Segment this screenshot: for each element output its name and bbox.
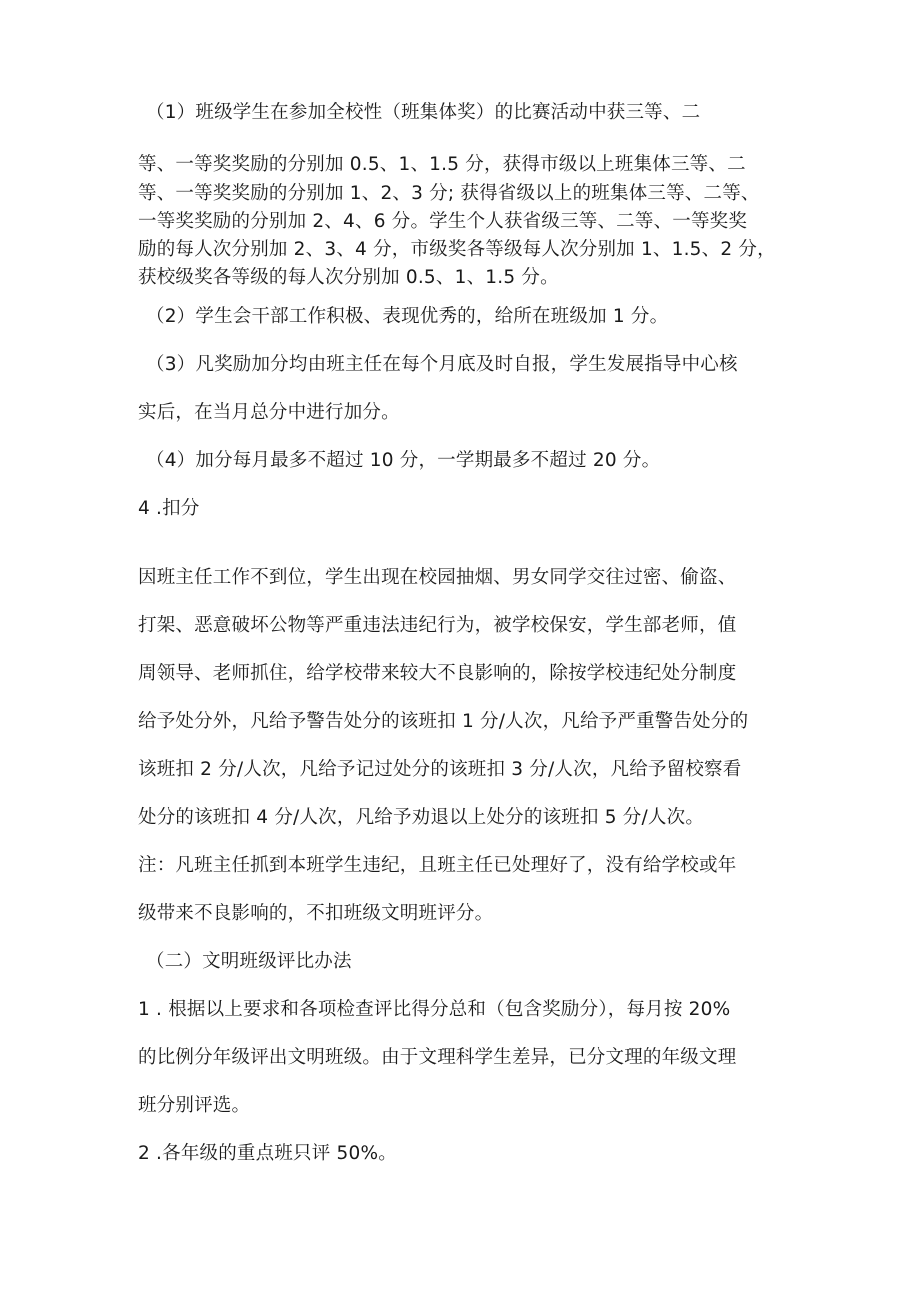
paragraph-line: 等、一等奖奖励的分别加 0.5、1、1.5 分，获得市级以上班集体三等、二 [138, 154, 746, 175]
section-heading: 4 .扣分 [138, 498, 200, 519]
paragraph-line: （3）凡奖励加分均由班主任在每个月底及时自报，学生发展指导中心核 [146, 354, 738, 375]
paragraph-line: 处分的该班扣 4 分/人次，凡给予劝退以上处分的该班扣 5 分/人次。 [138, 807, 705, 828]
paragraph-line: 2 .各年级的重点班只评 50%。 [138, 1143, 397, 1164]
note-line: 注：凡班主任抓到本班学生违纪，且班主任已处理好了，没有给学校或年 [138, 855, 737, 876]
paragraph-line: （1）班级学生在参加全校性（班集体奖）的比赛活动中获三等、二 [146, 102, 701, 123]
paragraph-line: 的比例分年级评出文明班级。由于文理科学生差异，已分文理的年级文理 [138, 1047, 737, 1068]
paragraph-line: 给予处分外，凡给予警告处分的该班扣 1 分/人次，凡给予严重警告处分的 [138, 711, 749, 732]
paragraph-line: 一等奖奖励的分别加 2、4、6 分。学生个人获省级三等、二等、一等奖奖 [138, 211, 748, 232]
paragraph-line: 周领导、老师抓住，给学校带来较大不良影响的，除按学校违纪处分制度 [138, 663, 737, 684]
section-heading: （二）文明班级评比办法 [146, 951, 352, 972]
paragraph-line: 获校级奖各等级的每人次分别加 0.5、1、1.5 分。 [138, 267, 559, 288]
paragraph-line: 该班扣 2 分/人次，凡给予记过处分的该班扣 3 分/人次，凡给予留校察看 [138, 759, 742, 780]
paragraph-line: 因班主任工作不到位，学生出现在校园抽烟、男女同学交往过密、偷盗、 [138, 567, 737, 588]
paragraph-line: 打架、恶意破坏公物等严重违法违纪行为，被学校保安，学生部老师，值 [138, 615, 737, 636]
paragraph-line: 等、一等奖奖励的分别加 1、2、3 分; 获得省级以上的班集体三等、二等、 [138, 183, 760, 204]
paragraph-line: 实后，在当月总分中进行加分。 [138, 402, 400, 423]
paragraph-line: 1 . 根据以上要求和各项检查评比得分总和（包含奖励分），每月按 20% [138, 999, 731, 1020]
paragraph-line: 班分别评选。 [138, 1095, 251, 1116]
paragraph-line: （4）加分每月最多不超过 10 分，一学期最多不超过 20 分。 [146, 450, 661, 471]
note-line: 级带来不良影响的，不扣班级文明班评分。 [138, 903, 494, 924]
paragraph-line: （2）学生会干部工作积极、表现优秀的，给所在班级加 1 分。 [146, 306, 669, 327]
paragraph-line: 励的每人次分别加 2、3、4 分，市级奖各等级每人次分别加 1、1.5、2 分， [138, 239, 776, 260]
